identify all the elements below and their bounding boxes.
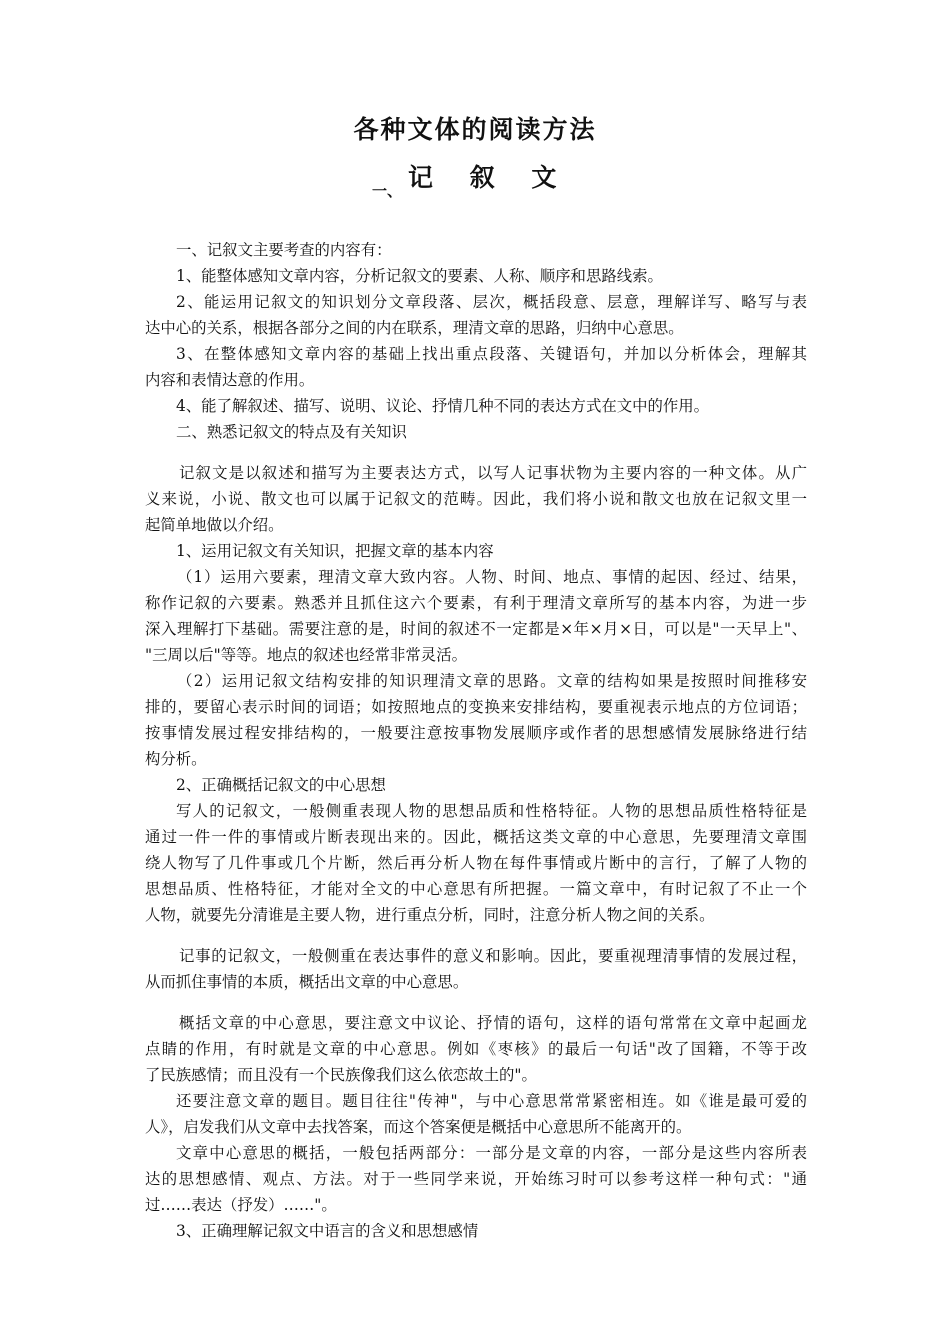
paragraph-line: 写人的记叙文，一般侧重表现人物的思想品质和性格特征。人物的思想品质性格特征是 (176, 802, 807, 820)
paragraph-line: 记事的记叙文，一般侧重在表达事件的意义和影响。因此，要重视理清事情的发展过程， (179, 947, 807, 965)
paragraph-line: 称作记叙的六要素。熟悉并且抓住这六个要素，有利于理清文章所写的基本内容，为进一步 (145, 594, 807, 612)
paragraph-line: 内容和表情达意的作用。 (145, 371, 315, 389)
document-title: 各种文体的阅读方法 (353, 115, 597, 144)
paragraph-line: 人》，启发我们从文章中去找答案，而这个答案便是概括中心意思所不能离开的。 (145, 1118, 692, 1136)
paragraph-line: 点睛的作用，有时就是文章的中心意思。例如《枣核》的最后一句话"改了国籍，不等于改 (145, 1040, 807, 1058)
paragraph-line: 一、记叙文主要考查的内容有： (176, 241, 392, 259)
paragraph-line: 还要注意文章的题目。题目往往"传神"，与中心意思常常紧密相连。如《谁是最可爱的 (176, 1092, 807, 1110)
paragraph-line: 3、在整体感知文章内容的基础上找出重点段落、关键语句，并加以分析体会，理解其 (176, 345, 807, 363)
paragraph-line: （2）运用记叙文结构安排的知识理清文章的思路。文章的结构如果是按照时间推移安 (177, 672, 807, 690)
paragraph-line: 文章中心意思的概括，一般包括两部分：一部分是文章的内容，一部分是这些内容所表 (176, 1144, 807, 1162)
paragraph-line: 记叙文是以叙述和描写为主要表达方式，以写人记事状物为主要内容的一种文体。从广 (179, 464, 807, 482)
paragraph-line: （1）运用六要素，理清文章大致内容。人物、时间、地点、事情的起因、经过、结果， (177, 568, 807, 586)
paragraph-line: 从而抓住事情的本质，概括出文章的中心意思。 (145, 973, 469, 991)
paragraph-line: 概括文章的中心意思，要注意文中议论、抒情的语句，这样的语句常常在文章中起画龙 (179, 1014, 807, 1032)
paragraph-line: "三周以后"等等。地点的叙述也经常非常灵活。 (145, 646, 467, 664)
subheading-line: 3、正确理解记叙文中语言的含义和思想感情 (176, 1222, 479, 1240)
subheading-line: 2、正确概括记叙文的中心思想 (176, 776, 386, 794)
paragraph-line: 深入理解打下基础。需要注意的是，时间的叙述不一定都是×年×月×日，可以是"一天早上"、 (145, 620, 807, 638)
paragraph-line: 2、能运用记叙文的知识划分文章段落、层次，概括段意、层意，理解详写、略写与表 (176, 293, 807, 311)
paragraph-line: 4、能了解叙述、描写、说明、议论、抒情几种不同的表达方式在文中的作用。 (176, 397, 710, 415)
paragraph-line: 达的思想感情、观点、方法。对于一些同学来说，开始练习时可以参考这样一种句式："通 (145, 1170, 807, 1188)
paragraph-line: 按事情发展过程安排结构的，一般要注意按事物发展顺序或作者的思想感情发展脉络进行结 (145, 724, 807, 742)
paragraph-line: 构分析。 (145, 750, 207, 768)
paragraph-line: 排的，要留心表示时间的词语；如按照地点的变换来安排结构，要重视表示地点的方位词语； (145, 698, 807, 716)
paragraph-line: 通过一件一件的事情或片断表现出来的。因此，概括这类文章的中心意思，先要理清文章围 (145, 828, 807, 846)
section-number: 一、 (372, 182, 403, 200)
paragraph-line: 绕人物写了几件事或几个片断，然后再分析人物在每件事情或片断中的言行，了解了人物的 (145, 854, 807, 872)
paragraph-line: 二、熟悉记叙文的特点及有关知识 (176, 423, 407, 441)
section-heading: 记 叙 文 (408, 163, 571, 192)
paragraph-line: 过……表达（抒发）……"。 (145, 1196, 337, 1214)
paragraph-line: 义来说，小说、散文也可以属于记叙文的范畴。因此，我们将小说和散文也放在记叙文里一 (145, 490, 807, 508)
paragraph-line: 达中心的关系，根据各部分之间的内在联系，理清文章的思路，归纳中心意思。 (145, 319, 684, 337)
paragraph-line: 人物，就要先分清谁是主要人物，进行重点分析，同时，注意分析人物之间的关系。 (145, 906, 715, 924)
paragraph-line: 思想品质、性格特征，才能对全文的中心意思有所把握。一篇文章中，有时记叙了不止一个 (145, 880, 807, 898)
paragraph-line: 1、能整体感知文章内容，分析记叙文的要素、人称、顺序和思路线索。 (176, 267, 663, 285)
subheading-line: 1、运用记叙文有关知识，把握文章的基本内容 (176, 542, 494, 560)
paragraph-line: 了民族感情；而且没有一个民族像我们这么依恋故土的"。 (145, 1066, 537, 1084)
paragraph-line: 起简单地做以介绍。 (145, 516, 284, 534)
